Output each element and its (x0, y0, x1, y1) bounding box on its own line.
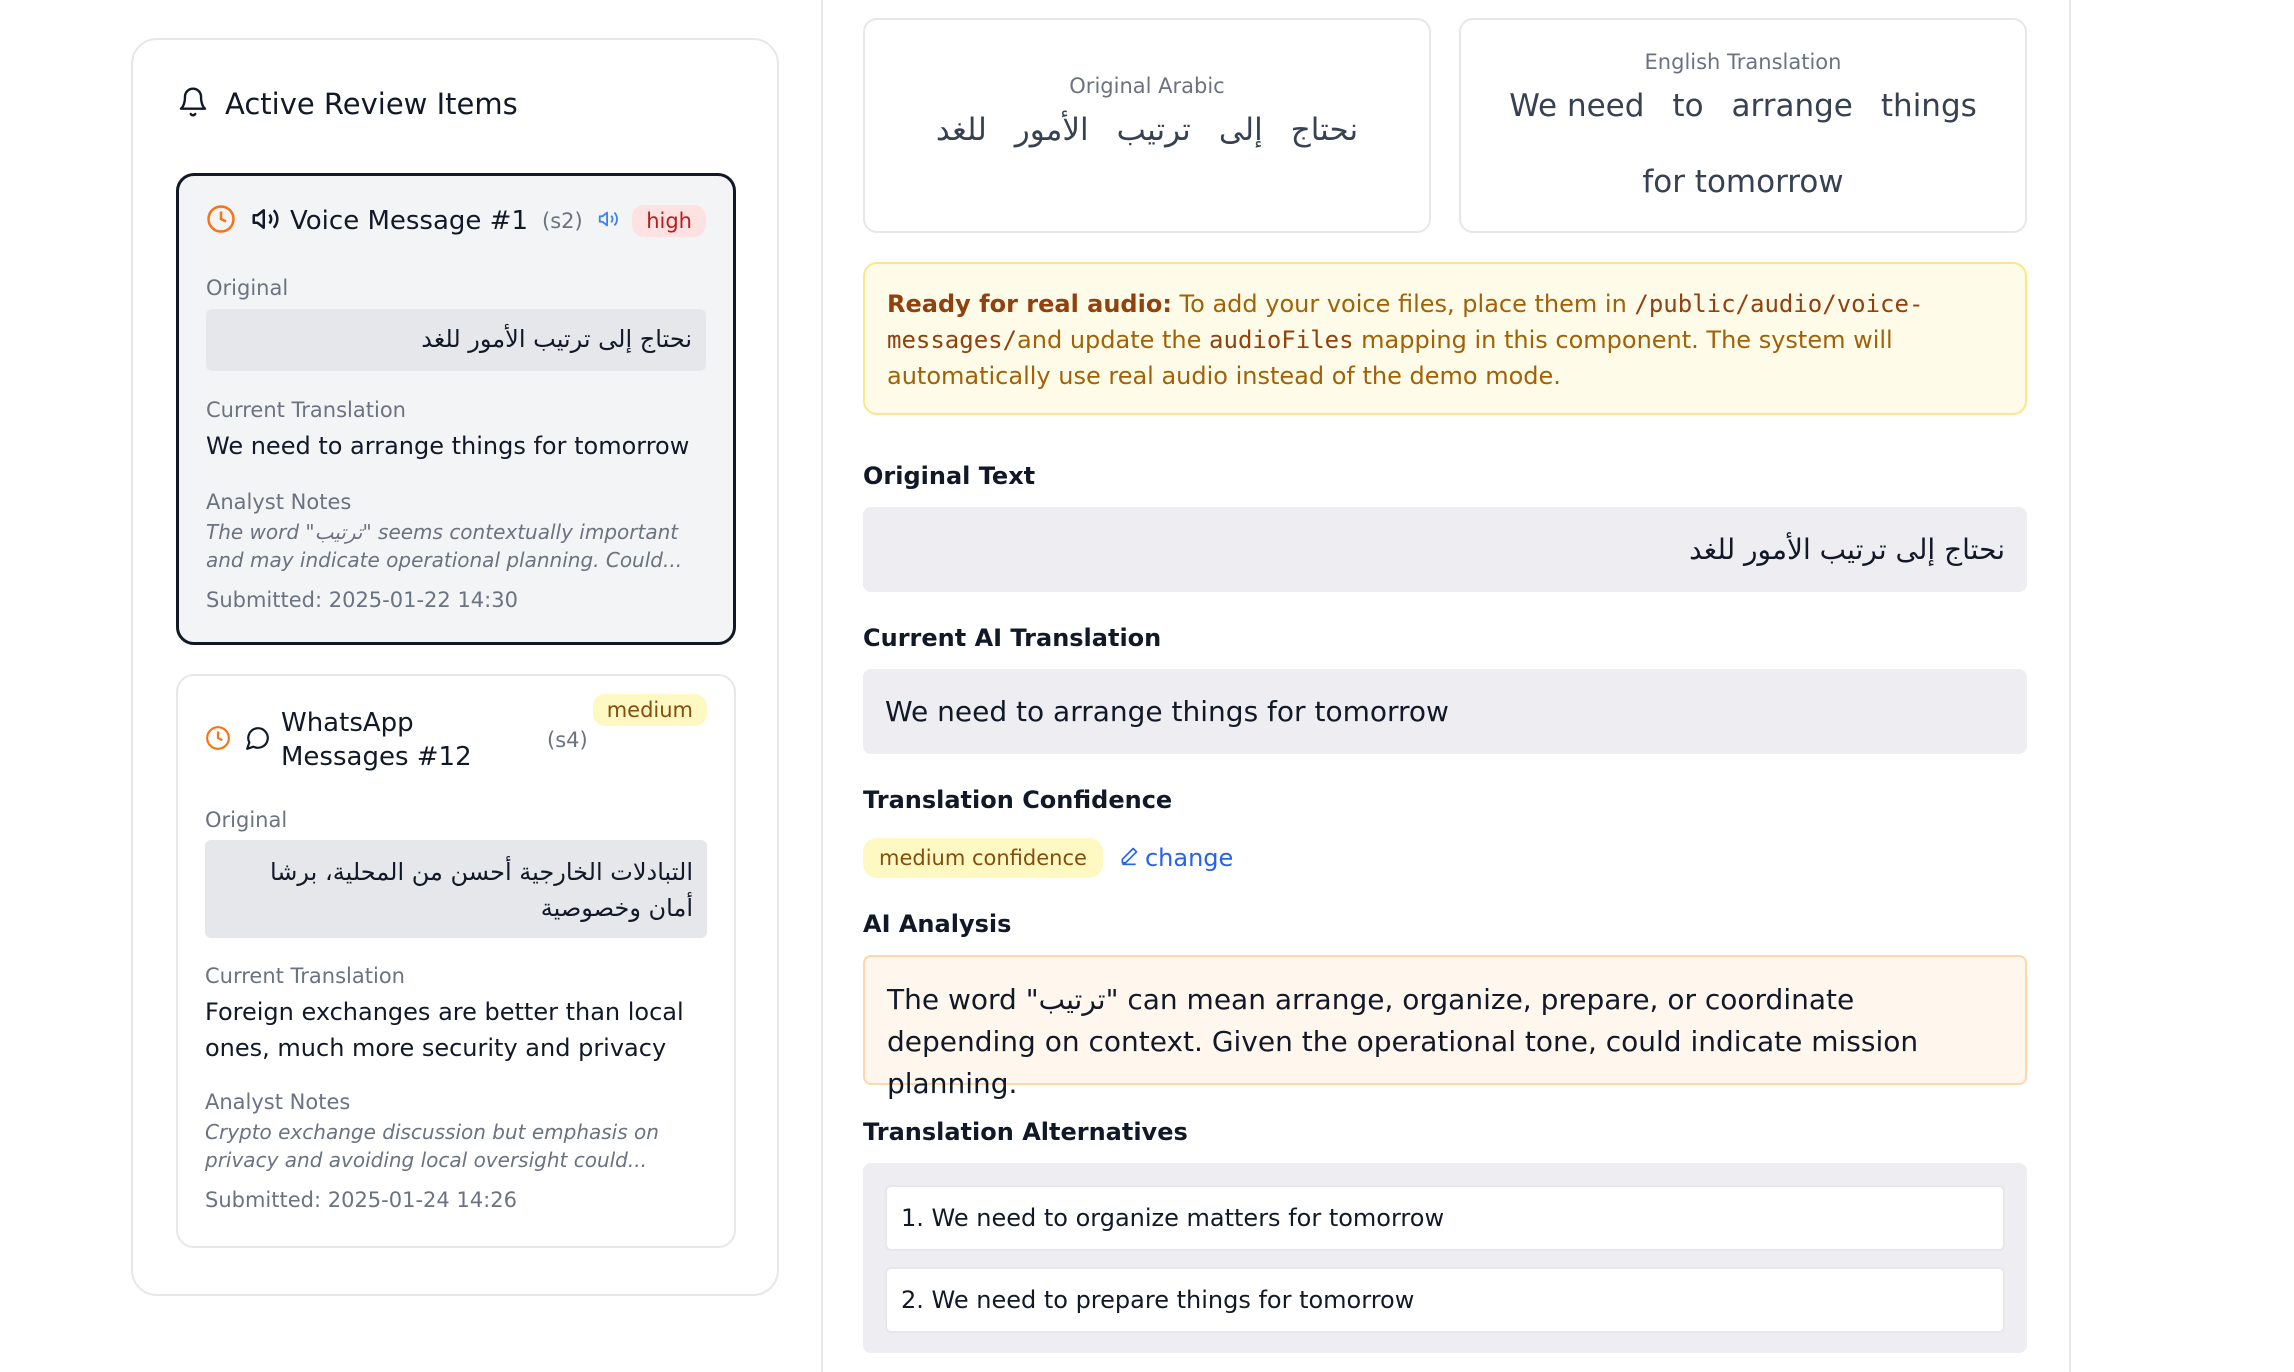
alternative-item[interactable]: 1. We need to organize matters for tomorrow (885, 1185, 2005, 1251)
translation-label: Current Translation (205, 964, 405, 988)
notice-path: /public/audio/voice-messages/ (887, 290, 1924, 354)
word[interactable]: things (1880, 88, 1977, 124)
review-item-card[interactable] (176, 173, 736, 645)
alternatives-label: Translation Alternatives (863, 1118, 1188, 1146)
notice-text: To add your voice files, place them in (1171, 290, 1635, 318)
card-title: Voice Message #1 (290, 206, 528, 236)
review-item-card[interactable] (176, 674, 736, 1248)
panel-title: Active Review Items (225, 87, 518, 121)
notes-label: Analyst Notes (205, 1090, 351, 1114)
analyst-notes: Crypto exchange discussion but emphasis on privacy and avoiding local oversight could... (205, 1120, 659, 1172)
notice-title: Ready for real audio: (887, 290, 1172, 318)
word[interactable]: نحتاج (1290, 112, 1359, 148)
analyst-notes: The word "ترتيب" seems contextually important and may indicate operational planning. Could... (206, 520, 683, 572)
notice-code: audioFiles (1209, 326, 1354, 354)
notice-text: mapping in this component. The system will automatically use real audio instead of the demo mode. (887, 326, 1893, 390)
original-arabic-box (863, 18, 1431, 233)
word[interactable]: للغد (935, 112, 987, 148)
confidence-row (863, 838, 1233, 878)
play-audio-icon[interactable] (597, 208, 619, 234)
original-label: Original (206, 276, 289, 300)
speaker-icon (250, 204, 280, 238)
english-words (1461, 82, 2025, 206)
word[interactable]: ترتيب (1116, 112, 1191, 148)
ai-translation-label: Current AI Translation (863, 624, 1162, 652)
translation-label: Current Translation (206, 398, 406, 422)
confidence-badge: medium confidence (863, 838, 1103, 878)
clock-icon (205, 725, 231, 755)
word[interactable]: to (1672, 88, 1704, 124)
card-title: WhatsApp Messages #12 (281, 708, 472, 772)
original-label: Original (205, 808, 288, 832)
chat-icon (245, 725, 271, 755)
word[interactable]: الأمور (1014, 112, 1089, 148)
notice-text: and update the (1017, 326, 1210, 354)
alternative-item[interactable]: 2. We need to prepare things for tomorrow (885, 1267, 2005, 1333)
word[interactable]: We need (1509, 88, 1645, 124)
pencil-icon (1119, 844, 1139, 872)
confidence-label: Translation Confidence (863, 786, 1173, 814)
original-text-box: نحتاج إلى ترتيب الأمور للغد (863, 507, 2027, 592)
audio-notice (863, 262, 2027, 415)
card-header (205, 698, 707, 774)
priority-badge: high (632, 205, 706, 237)
change-confidence-button[interactable] (1119, 844, 1233, 872)
review-items-panel (131, 38, 779, 1296)
original-text: نحتاج إلى ترتيب الأمور للغد (206, 309, 706, 371)
card-header (206, 204, 706, 238)
word[interactable]: for tomorrow (1642, 164, 1844, 200)
submitted-timestamp: Submitted: 2025-01-24 14:26 (205, 1188, 517, 1212)
ai-analysis-label: AI Analysis (863, 910, 1012, 938)
word[interactable]: إلى (1218, 112, 1263, 148)
panel-divider (2069, 0, 2071, 1372)
priority-badge: medium (593, 694, 707, 726)
translation-text: We need to arrange things for tomorrow (206, 432, 690, 460)
ai-analysis-box: The word "ترتيب" can mean arrange, organize, prepare, or coordinate depending on context. Given the operational tone, could indicate mission planning. (863, 955, 2027, 1085)
alternatives-list (863, 1163, 2027, 1353)
translation-text: Foreign exchanges are better than local ones, much more security and privacy (205, 998, 684, 1062)
english-translation-box (1459, 18, 2027, 233)
ai-translation-box: We need to arrange things for tomorrow (863, 669, 2027, 754)
card-code: (s4) (547, 728, 588, 752)
english-translation-label: English Translation (1644, 50, 1842, 74)
bell-icon (177, 84, 209, 124)
original-text-label: Original Text (863, 462, 1036, 490)
submitted-timestamp: Submitted: 2025-01-22 14:30 (206, 588, 518, 612)
original-words (865, 112, 1429, 148)
word[interactable]: arrange (1731, 88, 1853, 124)
card-code: (s2) (542, 209, 583, 233)
panel-divider (821, 0, 823, 1372)
original-arabic-label: Original Arabic (1069, 74, 1225, 98)
notes-label: Analyst Notes (206, 490, 352, 514)
original-text: التبادلات الخارجية أحسن من المحلية، برشا أمان وخصوصية (205, 840, 707, 938)
panel-header (177, 84, 518, 124)
change-label: change (1144, 844, 1234, 872)
clock-icon (206, 204, 236, 238)
